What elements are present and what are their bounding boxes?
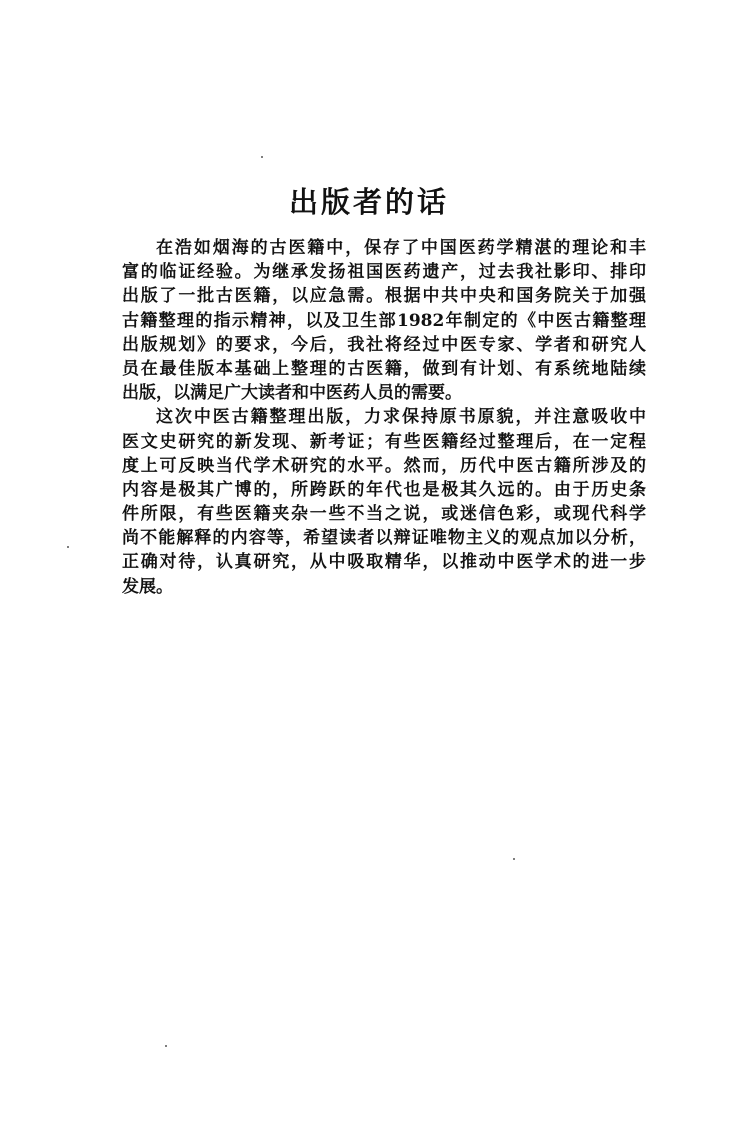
paragraph-1-line: 在浩如烟海的古医籍中，保存了中国医药学精湛的理论和丰: [156, 238, 646, 258]
scan-speck: [165, 1045, 167, 1047]
scan-speck: [67, 546, 69, 548]
paragraph-2-line: 医文史研究的新发现、新考证；有些医籍经过整理后，在一定程: [122, 431, 646, 452]
page-title: 出版者的话: [288, 185, 449, 219]
paragraph-2-line: 这次中医古籍整理出版，力求保持原书原貌，并注意吸收中: [156, 407, 646, 428]
scan-speck: [261, 156, 263, 158]
paragraph-2-line: 尚不能解释的内容等，希望读者以辩证唯物主义的观点加以分析，: [122, 528, 646, 549]
paragraph-2-line: 件所限，有些医籍夹杂一些不当之说，或迷信色彩，或现代科学: [122, 504, 646, 525]
paragraph-2-line: 内容是极其广博的，所跨跃的年代也是极其久远的。由于历史条: [122, 479, 646, 500]
paragraph-1-line: 古籍整理的指示精神，以及卫生部1982年制定的《中医古籍整理: [122, 310, 646, 331]
paragraph-2-line: 发展。: [122, 576, 173, 597]
body-text: [122, 236, 646, 599]
paragraph-1-line: 员在最佳版本基础上整理的古医籍，做到有计划、有系统地陆续: [122, 358, 646, 379]
paragraph-2-line: 度上可反映当代学术研究的水平。然而，历代中医古籍所涉及的: [122, 455, 646, 476]
scan-speck: [513, 858, 515, 860]
paragraph-1-line: 出版了一批古医籍，以应急需。根据中共中央和国务院关于加强: [122, 286, 646, 307]
paragraph-2-line: 正确对待，认真研究，从中吸取精华，以推动中医学术的进一步: [122, 552, 646, 573]
paragraph-1-line: 出版，以满足广大读者和中医药人员的需要。: [122, 383, 462, 404]
paragraph-1-line: 富的临证经验。为继承发扬祖国医药遗产，过去我社影印、排印: [122, 262, 646, 283]
paragraph-1-line: 出版规划》的要求，今后，我社将经过中医专家、学者和研究人: [122, 334, 646, 355]
